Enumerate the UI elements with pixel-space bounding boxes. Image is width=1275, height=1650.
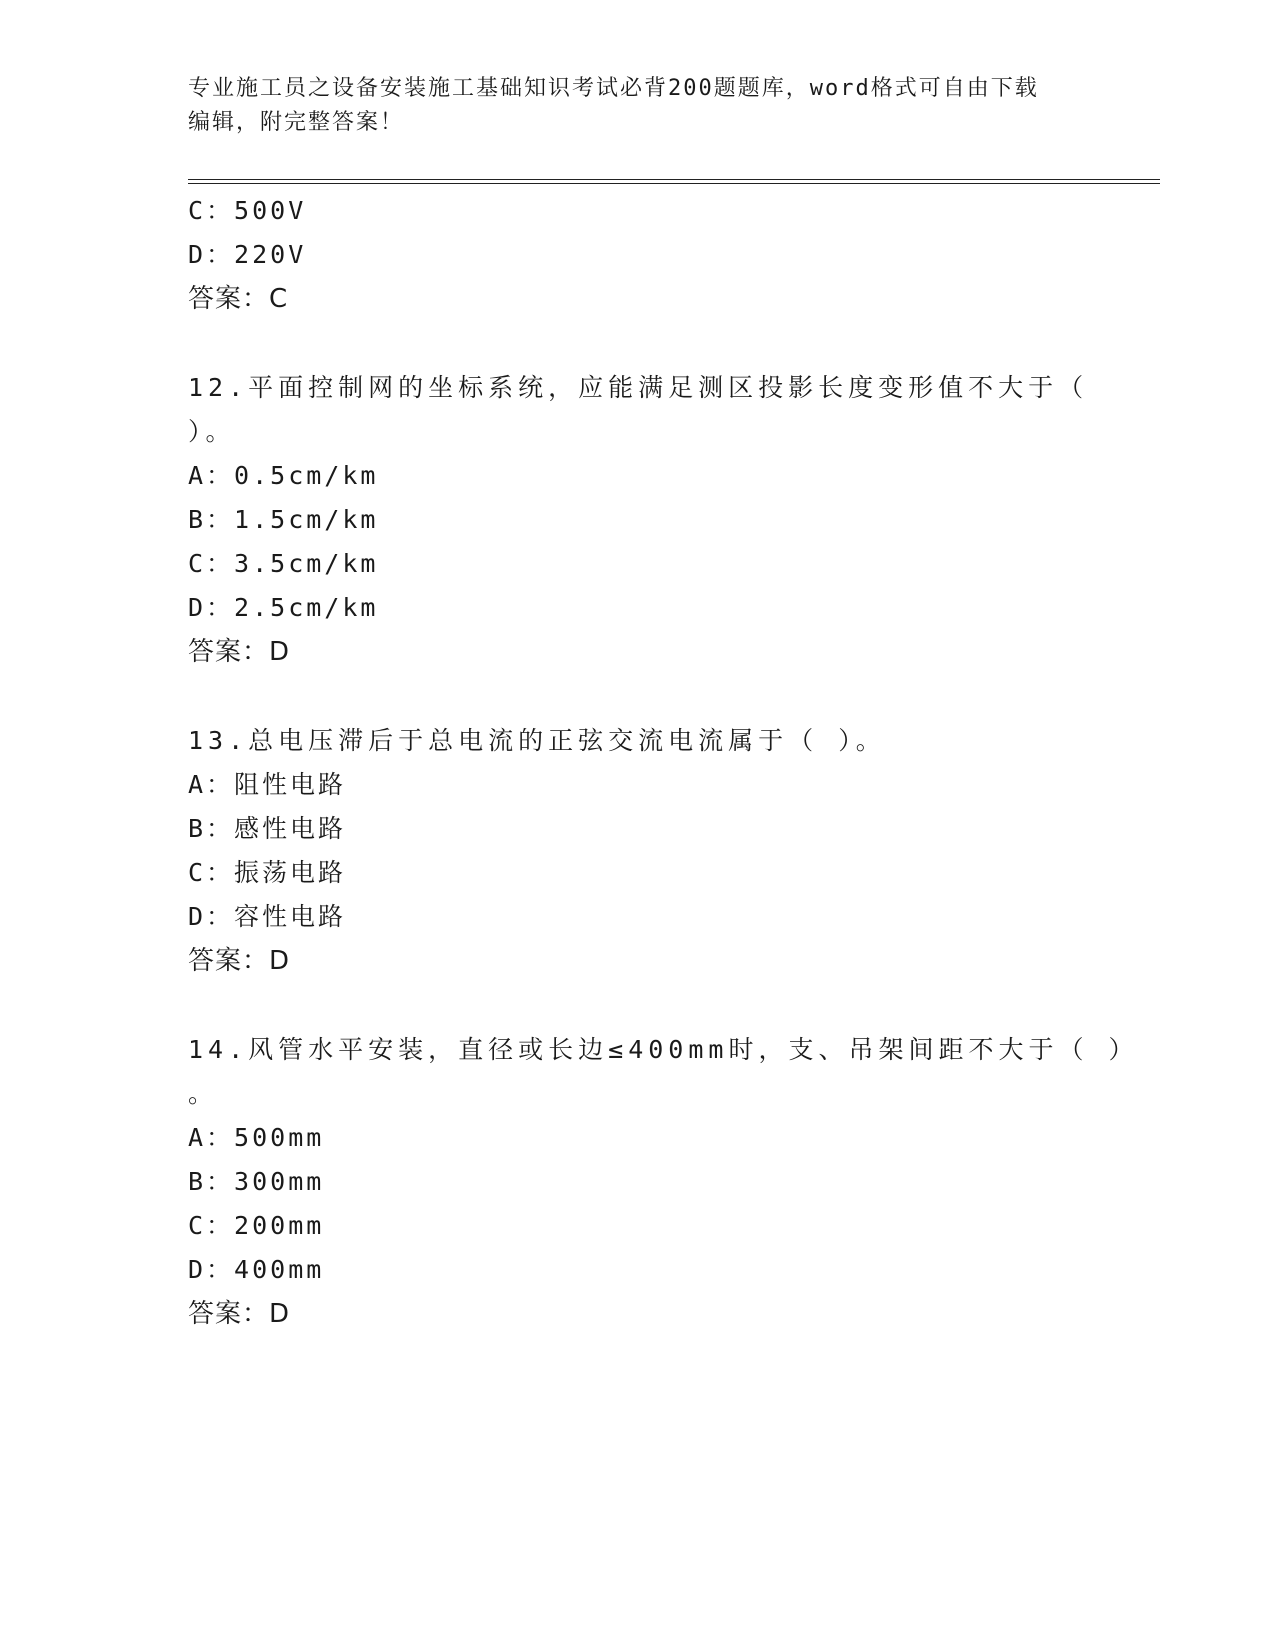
question-13-option-d: D：容性电路 [188, 902, 347, 931]
question-12-answer: 答案：D [188, 637, 291, 667]
prev-option-c: C：500V [188, 196, 307, 225]
prev-answer: 答案：C [188, 284, 289, 314]
question-14-option-b: B：300mm [188, 1167, 325, 1196]
header-divider-top [188, 179, 1160, 180]
document-header [188, 72, 1088, 140]
question-12-text: 12.平面控制网的坐标系统，应能满足测区投影长度变形值不大于（ [188, 373, 1089, 402]
prev-option-d: D：220V [188, 240, 307, 269]
question-14-option-d: D：400mm [188, 1255, 325, 1284]
question-13-option-b: B：感性电路 [188, 814, 347, 843]
question-13-option-a: A：阻性电路 [188, 770, 347, 799]
question-14-option-c: C：200mm [188, 1211, 325, 1240]
question-14-text: 14.风管水平安装，直径或长边≤400mm时，支、吊架间距不大于（ ） [188, 1035, 1139, 1064]
header-divider-bottom [188, 183, 1160, 184]
question-14-answer: 答案：D [188, 1299, 291, 1329]
question-14-text-cont: 。 [188, 1079, 219, 1108]
question-12-option-b: B：1.5cm/km [188, 505, 379, 534]
header-line-1: 专业施工员之设备安装施工基础知识考试必背200题题库，word格式可自由下载 [188, 76, 1039, 101]
question-13-text: 13.总电压滞后于总电流的正弦交流电流属于（ ）。 [188, 726, 886, 755]
question-12-option-d: D：2.5cm/km [188, 593, 379, 622]
question-12-text-cont: ）。 [188, 417, 236, 446]
question-12-option-a: A：0.5cm/km [188, 461, 379, 490]
header-line-2: 编辑，附完整答案！ [188, 110, 405, 135]
question-12-option-c: C：3.5cm/km [188, 549, 379, 578]
question-13-answer: 答案：D [188, 946, 291, 976]
question-14-option-a: A：500mm [188, 1123, 325, 1152]
question-13-option-c: C：振荡电路 [188, 858, 347, 887]
